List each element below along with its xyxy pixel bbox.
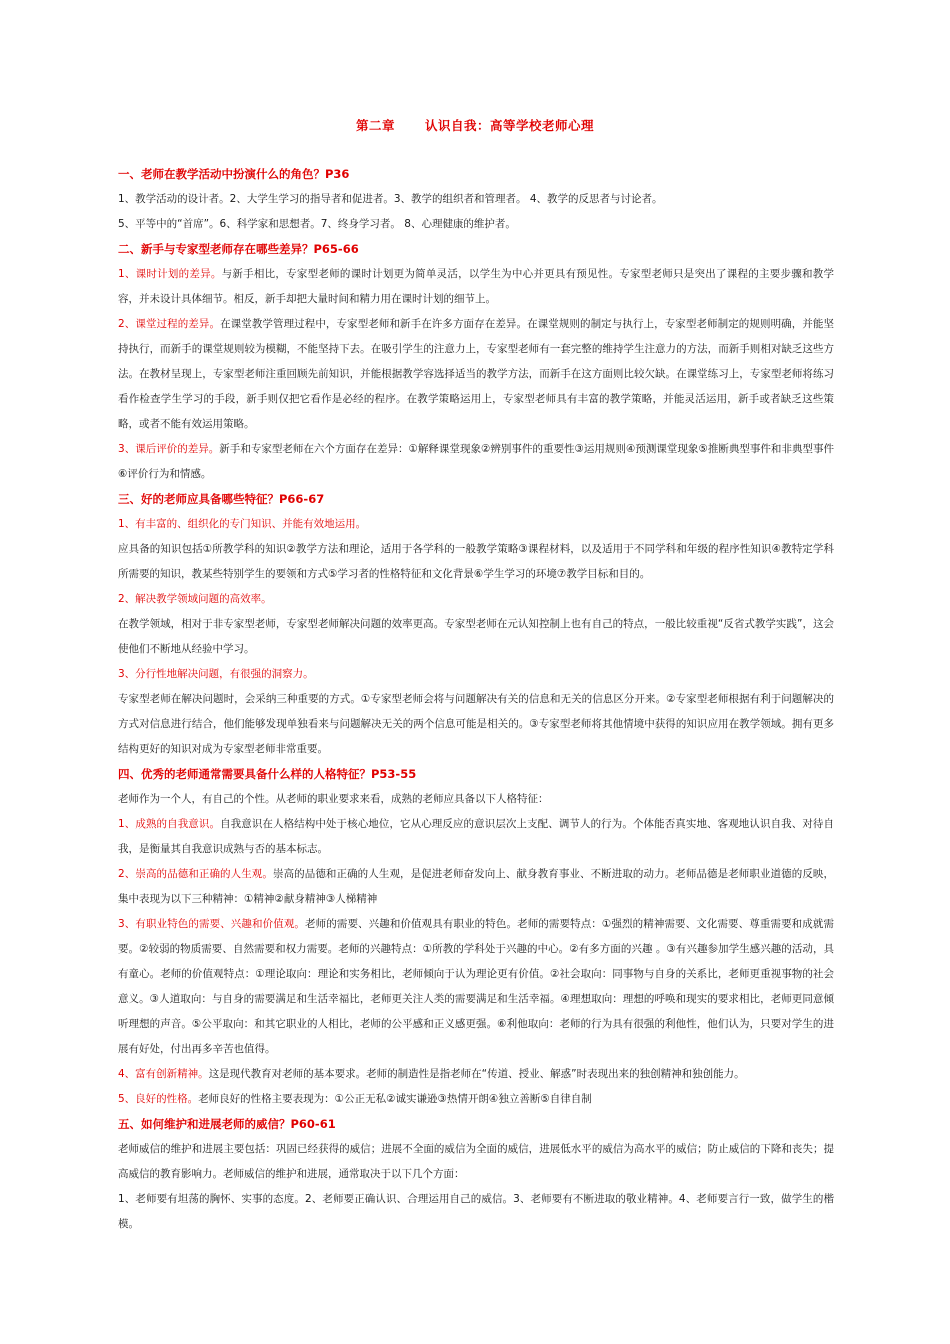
section-2-item-1 [118, 262, 834, 312]
section-1-line-2: 5、平等中的“首席”。6、科学家和思想者。7、终身学习者。 8、心理健康的维护者。 [118, 218, 516, 230]
chapter-number: 第二章 [355, 118, 395, 133]
section-3-item-1-text: 应具备的知识包括①所教学科的知识②教学方法和理论，适用于各学科的一般教学策略③课程材料，以及适用于不同学科和年级的程序性知识④教特定学科所需要的知识，教某些特别学生的要领和方式⑤学习者的性格特征和文化背景⑥学生学习的环境⑦教学目标和目的。 [118, 543, 834, 580]
section-2-item-1-label: 1、课时计划的差异。 [118, 268, 222, 280]
section-2-heading: 二、新手与专家型老师存在哪些差异？P65-66 [118, 242, 359, 256]
section-2-item-3-label: 3、课后评价的差异。 [118, 443, 220, 455]
section-2-item-3 [118, 437, 834, 487]
section-3-item-3-label: 3、分行性地解决问题，有很强的洞察力。 [118, 668, 314, 680]
section-4-item-1-label: 1、成熟的自我意识。 [118, 818, 221, 830]
section-2-item-2-label: 2、课堂过程的差异。 [118, 318, 221, 330]
section-4-item-1-text: 自我意识在人格结构中处于核心地位，它从心理反应的意识层次上支配、调节人的行为。个体能否真实地、客观地认识自我、对待自我，是衡量其自我意识成熟与否的基本标志。 [118, 818, 835, 855]
section-4-item-3-text: 老师的需要、兴趣和价值观具有职业的特色。老师的需要特点：①强烈的精神需要、文化需要、尊重需要和成就需要。②较弱的物质需要、自然需要和权力需要。老师的兴趣特点：①所教的学科处于兴趣的中心。②有多方面的兴趣 。③有兴趣参加学生感兴趣的活动，具有童心。老师的价值观特点：①理论取向：理论和实务相比，老师倾向于认为理论更有价值。②社会取向：同事物与自身的关系比，老师更重视事物的社会意义。③人道取向：与自身的需要满足和生活幸福比，老师更关注人类的需要满足和生活幸福。④理想取向：理想的呼唤和现实的要求相比，老师更同意倾听理想的声音。⑤公平取向：和其它职业的人相比，老师的公平感和正义感更强。⑥利他取向：老师的行为具有很强的利他性，他们认为，只要对学生的进展有好处，付出再多辛苦也值得。 [118, 918, 834, 1055]
chapter-name: 认识自我：高等学校老师心理 [425, 118, 595, 133]
section-3-item-1-label: 1、有丰富的、组织化的专门知识、并能有效地运用。 [118, 518, 367, 530]
section-3-item-2-label: 2、解决教学领域问题的高效率。 [118, 593, 272, 605]
section-4-item-5-label: 5、良好的性格。 [118, 1093, 199, 1105]
section-2-item-2-text: 在课堂教学管理过程中，专家型老师和新手在许多方面存在差异。在课堂规则的制定与执行上，专家型老师制定的规则明确，并能坚持执行，而新手的课堂规则较为模糊，不能坚持下去。在吸引学生的注意力上，专家型老师有一套完整的维持学生注意力的方法，而新手则相对缺乏这些方法。在教材呈现上，专家型老师注重回顾先前知识，并能根据教学容选择适当的教学方法，而新手在这方面则比较欠缺。在课堂练习上，专家型老师将练习看作检查学生学习的手段，新手则仅把它看作是必经的程序。在教学策略运用上，专家型老师具有丰富的教学策略，并能灵活运用，新手或者缺乏这些策略，或者不能有效运用策略。 [118, 318, 835, 430]
section-4-item-3 [118, 912, 834, 1062]
section-4-item-3-label: 3、有职业特色的需要、兴趣和价值观。 [118, 918, 306, 930]
document-body [118, 162, 834, 1237]
section-1-line-1: 1、教学活动的设计者。2、大学生学习的指导者和促进者。3、教学的组织者和管理者。 4、教学的反思者与讨论者。 [118, 193, 663, 205]
section-2-item-2 [118, 312, 834, 437]
section-2-item-3-text: 新手和专家型老师在六个方面存在差异：①解释课堂现象②辨别事件的重要性③运用规则④预测课堂现象⑤推断典型事件和非典型事件⑥评价行为和情感。 [118, 443, 834, 480]
section-4-item-2 [118, 862, 834, 912]
section-4-item-2-label: 2、崇高的品德和正确的人生观。 [118, 868, 273, 880]
chapter-title [0, 116, 950, 134]
section-5-paragraph-1: 老师威信的维护和进展主要包括：巩固已经获得的威信；进展不全面的威信为全面的威信，进展低水平的威信为高水平的威信；防止威信的下降和丧失；提高威信的教育影响力。老师威信的维护和进展，通常取决于以下几个方面： [118, 1143, 834, 1180]
section-3-item-2-text: 在教学领域，相对于非专家型老师，专家型老师解决问题的效率更高。专家型老师在元认知控制上也有自己的特点，一般比较重视“反省式教学实践”，这会使他们不断地从经验中学习。 [118, 618, 834, 655]
section-2-item-1-text: 与新手相比，专家型老师的课时计划更为简单灵活，以学生为中心并更具有预见性。专家型老师只是突出了课程的主要步骤和教学容，并未设计具体细节。相反，新手却把大量时间和精力用在课时计划的细节上。 [118, 268, 834, 305]
section-4-item-1 [118, 812, 834, 862]
section-4-intro: 老师作为一个人，有自己的个性。从老师的职业要求来看，成熟的老师应具备以下人格特征： [118, 793, 549, 805]
section-4-item-2-text: 崇高的品德和正确的人生观，是促进老师奋发向上、献身教育事业、不断进取的动力。老师品德是老师职业道德的反映，集中表现为以下三种精神：①精神②献身精神③人梯精神 [118, 868, 834, 905]
section-4-item-4 [118, 1062, 834, 1087]
section-4-item-4-text: 这是现代教育对老师的基本要求。老师的制造性是指老师在“传道、授业、解惑”时表现出来的独创精神和独创能力。 [208, 1068, 745, 1080]
section-1-heading: 一、老师在教学活动中扮演什么的角色？P36 [118, 167, 350, 181]
section-3-item-3-text: 专家型老师在解决问题时，会采纳三种重要的方式。①专家型老师会将与问题解决有关的信息和无关的信息区分开来。②专家型老师根据有利于问题解决的方式对信息进行结合，他们能够发现单独看来与问题解决无关的两个信息可能是相关的。③专家型老师将其他情境中获得的知识应用在教学领域。拥有更多结构更好的知识对成为专家型老师非常重要。 [118, 693, 834, 755]
section-4-item-5-text: 老师良好的性格主要表现为：①公正无私②诚实谦逊③热情开朗④独立善断⑤自律自制 [198, 1093, 592, 1105]
section-5-heading: 五、如何维护和进展老师的威信？P60-61 [118, 1117, 336, 1131]
section-5-paragraph-2: 1、老师要有坦荡的胸怀、实事的态度。2、老师要正确认识、合理运用自己的威信。3、老师要有不断进取的敬业精神。4、老师要言行一致，做学生的楷模。 [118, 1193, 834, 1230]
section-3-heading: 三、好的老师应具备哪些特征？P66-67 [118, 492, 325, 506]
section-4-item-4-label: 4、富有创新精神。 [118, 1068, 209, 1080]
section-4-heading: 四、优秀的老师通常需要具备什么样的人格特征？P53-55 [118, 767, 417, 781]
section-4-item-5 [118, 1087, 834, 1112]
